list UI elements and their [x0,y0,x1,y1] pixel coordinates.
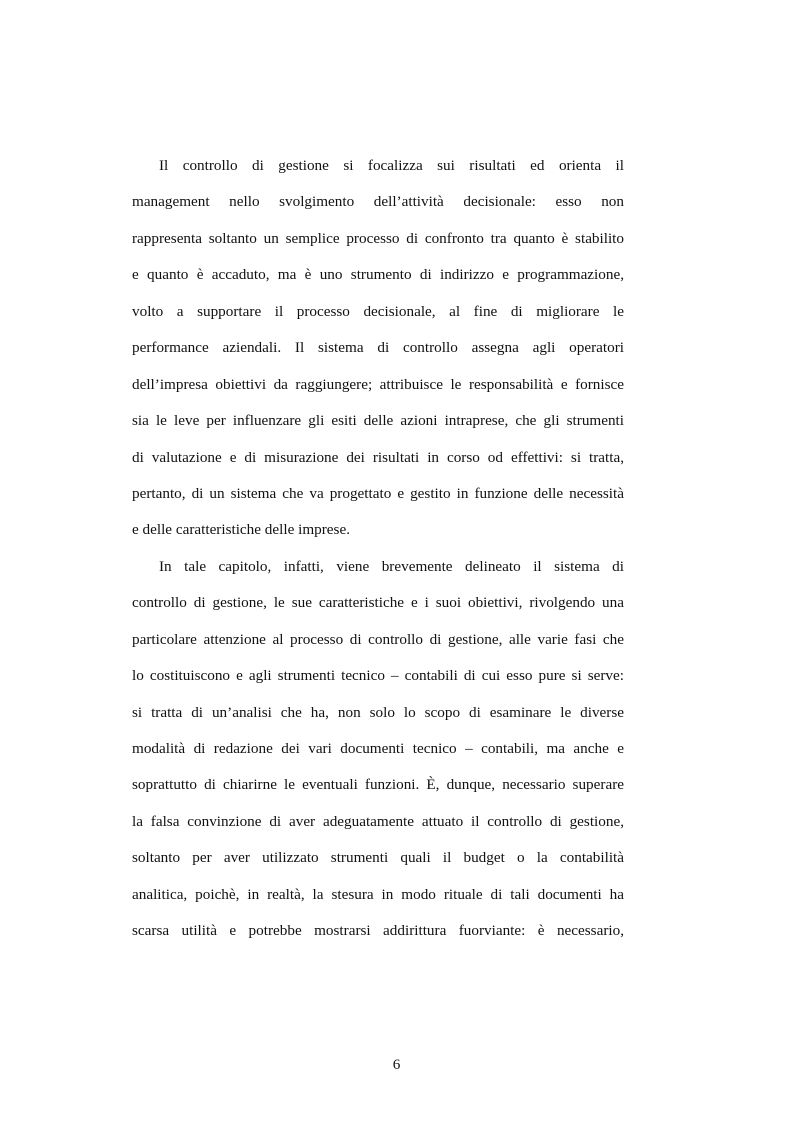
paragraph-1-line-8: sia le leve per influenzare gli esiti delle azioni intraprese, che gli strumenti [132,412,624,430]
page-number: 6 [392,1056,401,1073]
paragraph-1-line-3: rappresenta soltanto un semplice processo di confronto tra quanto è stabilito [132,229,624,247]
paragraph-2-line-2: controllo di gestione, le sue caratteristiche e i suoi obiettivi, rivolgendo una [132,594,624,612]
paragraph-1-line-11: e delle caratteristiche delle imprese. [132,521,350,539]
paragraph-1-line-4: e quanto è accaduto, ma è uno strumento di indirizzo e programmazione, [132,266,624,284]
paragraph-2-line-5: si tratta di un’analisi che ha, non solo lo scopo di esaminare le diverse [132,703,624,721]
paragraph-1-line-9: di valutazione e di misurazione dei risultati in corso od effettivi: si tratta, [132,448,624,466]
paragraph-2-line-1: In tale capitolo, infatti, viene brevemente delineato il sistema di [159,557,624,575]
paragraph-1-line-5: volto a supportare il processo decisionale, al fine di migliorare le [132,302,624,320]
paragraph-2-line-10: analitica, poichè, in realtà, la stesura in modo rituale di tali documenti ha [132,885,624,903]
body-text [132,148,624,950]
paragraph-2-line-4: lo costituiscono e agli strumenti tecnico – contabili di cui esso pure si serve: [132,667,624,685]
paragraph-2-line-8: la falsa convinzione di aver adeguatamente attuato il controllo di gestione, [132,812,624,830]
paragraph-1-line-7: dell’impresa obiettivi da raggiungere; attribuisce le responsabilità e fornisce [132,375,624,393]
paragraph-1-line-1: Il controllo di gestione si focalizza sui risultati ed orienta il [159,157,624,174]
paragraph-1-line-2: management nello svolgimento dell’attività decisionale: esso non [132,193,624,211]
paragraph-1-line-10: pertanto, di un sistema che va progettato e gestito in funzione delle necessità [132,484,624,502]
paragraph-2-line-11: scarsa utilità e potrebbe mostrarsi addirittura fuorviante: è necessario, [132,922,624,940]
paragraph-2-line-7: soprattutto di chiarirne le eventuali funzioni. È, dunque, necessario superare [132,776,624,794]
paragraph-2-line-9: soltanto per aver utilizzato strumenti quali il budget o la contabilità [132,849,624,867]
paragraph-2-line-3: particolare attenzione al processo di controllo di gestione, alle varie fasi che [132,630,624,648]
paragraph-1-line-6: performance aziendali. Il sistema di controllo assegna agli operatori [132,339,624,357]
paragraph-2-line-6: modalità di redazione dei vari documenti tecnico – contabili, ma anche e [132,740,624,757]
